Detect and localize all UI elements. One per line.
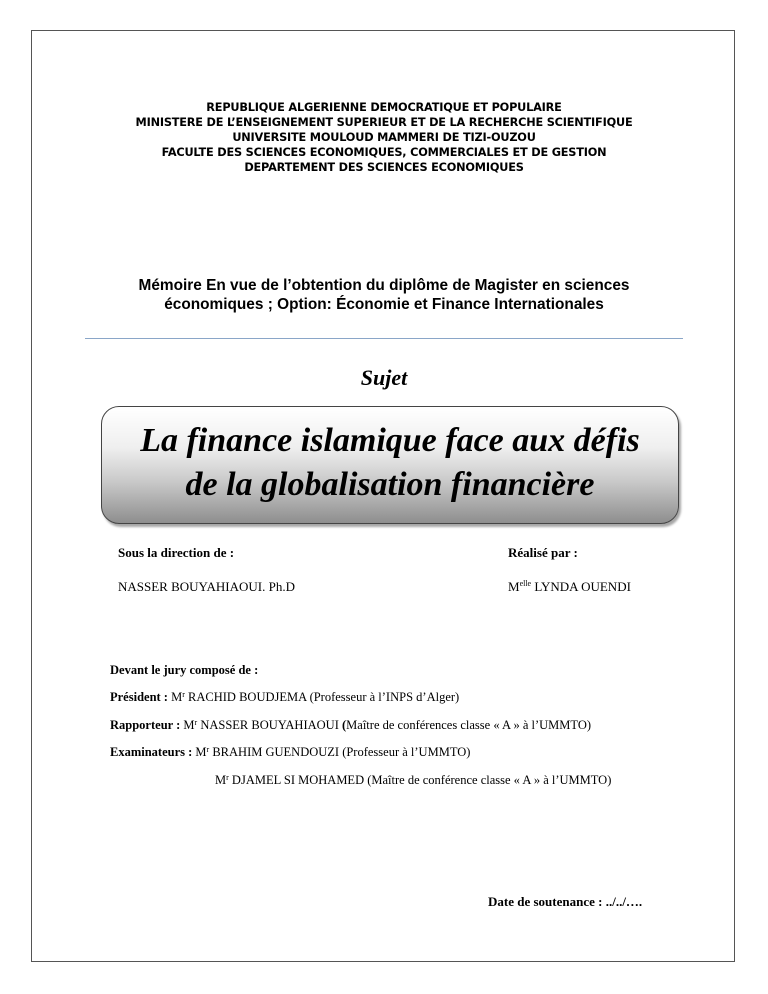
sujet-label: Sujet bbox=[360, 365, 408, 390]
jury-examinateur-1: Examinateurs : $M^r$ BRAHIM GUENDOUZI (Professeur à l’UMMTO) bbox=[110, 745, 471, 759]
title-line-2: de la globalisation financière bbox=[185, 466, 595, 503]
direction-label: Sous la direction de : bbox=[118, 545, 235, 560]
memoire-line-2: économiques ; Option: Économie et Finance Internationales bbox=[164, 296, 604, 313]
institution-line: MINISTERE DE L’ENSEIGNEMENT SUPERIEUR ET DE LA RECHERCHE SCIENTIFIQUE bbox=[135, 116, 633, 129]
divider bbox=[85, 338, 683, 339]
defense-date: Date de soutenance : ../../…. bbox=[488, 894, 643, 909]
jury-examinateur-2: $M^r$ DJAMEL SI MOHAMED (Maître de conférence classe « A » à l’UMMTO) bbox=[215, 773, 612, 787]
memoire-description bbox=[0, 276, 768, 314]
memoire-line-1: Mémoire En vue de l’obtention du diplôme de Magister en sciences bbox=[138, 277, 630, 294]
director-name: NASSER BOUYAHIAOUI. Ph.D bbox=[118, 579, 295, 594]
jury-rapporteur: Rapporteur : $M^r$ NASSER BOUYAHIAOUI (Maître de conférences classe « A » à l’UMMTO) bbox=[110, 718, 592, 732]
jury-heading: Devant le jury composé de : bbox=[110, 663, 259, 677]
thesis-title bbox=[102, 419, 678, 507]
institution-line: UNIVERSITE MOULOUD MAMMERI DE TIZI-OUZOU bbox=[232, 131, 536, 144]
title-box bbox=[101, 406, 679, 524]
title-line-1: La finance islamique face aux défis bbox=[140, 422, 640, 459]
institution-line: FACULTE DES SCIENCES ECONOMIQUES, COMMERCIALES ET DE GESTION bbox=[161, 146, 607, 159]
author-name: $M^{elle}$ LYNDA OUENDI bbox=[508, 579, 631, 594]
institution-line: REPUBLIQUE ALGERIENNE DEMOCRATIQUE ET POPULAIRE bbox=[206, 101, 562, 114]
institution-header bbox=[0, 100, 768, 175]
jury-president: Président : $M^r$ RACHID BOUDJEMA (Professeur à l’INPS d’Alger) bbox=[110, 690, 460, 704]
institution-line: DEPARTEMENT DES SCIENCES ECONOMIQUES bbox=[244, 161, 524, 174]
realise-label: Réalisé par : bbox=[508, 545, 578, 560]
